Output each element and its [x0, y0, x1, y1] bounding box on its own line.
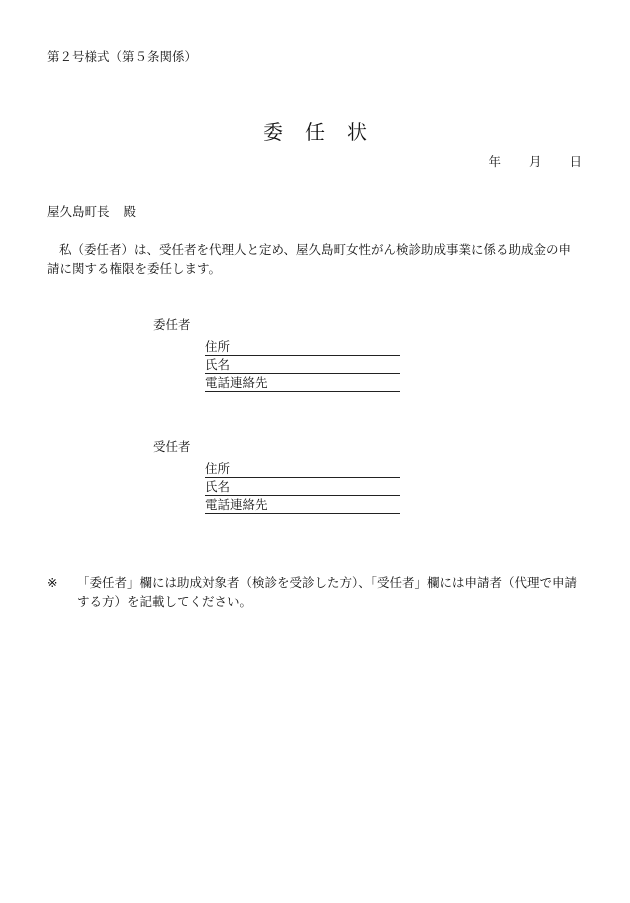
- grantor-heading: 委任者: [153, 317, 191, 332]
- grantor-phone-field[interactable]: [205, 375, 400, 392]
- addressee-name: 屋久島町長: [47, 204, 110, 219]
- grantee-address-label: 住所: [205, 461, 231, 476]
- date-year-label: 年: [488, 154, 501, 169]
- grantee-phone-field[interactable]: [205, 497, 400, 514]
- form-number: 第２号様式（第５条関係）: [47, 49, 198, 64]
- note-mark: ※: [47, 575, 58, 590]
- date-month-label: 月: [528, 154, 542, 169]
- grantor-name-label: 氏名: [205, 357, 231, 372]
- grantee-heading: 受任者: [153, 439, 191, 454]
- grantor-address-field[interactable]: [205, 339, 400, 356]
- addressee: [47, 202, 136, 220]
- addressee-honorific: 殿: [123, 204, 137, 219]
- grantee-address-field[interactable]: [205, 461, 400, 478]
- delegation-statement: 私（委任者）は、受任者を代理人と定め、屋久島町女性がん検診助成事業に係る助成金の申請に関する権限を委任します。: [47, 242, 572, 276]
- grantee-name-field[interactable]: [205, 479, 400, 496]
- document-title: 委任状: [263, 120, 389, 144]
- grantee-phone-label: 電話連絡先: [205, 497, 268, 512]
- grantor-phone-label: 電話連絡先: [205, 375, 268, 390]
- grantor-name-field[interactable]: [205, 357, 400, 374]
- date-day-label: 日: [569, 154, 582, 169]
- footnote: [47, 573, 587, 611]
- grantee-name-label: 氏名: [205, 479, 231, 494]
- note-text: 「委任者」欄には助成対象者（検診を受診した方）、「受任者」欄には申請者（代理で申請する方）を記載してください。: [77, 575, 578, 609]
- grantor-address-label: 住所: [205, 339, 231, 354]
- date-line: [488, 152, 582, 170]
